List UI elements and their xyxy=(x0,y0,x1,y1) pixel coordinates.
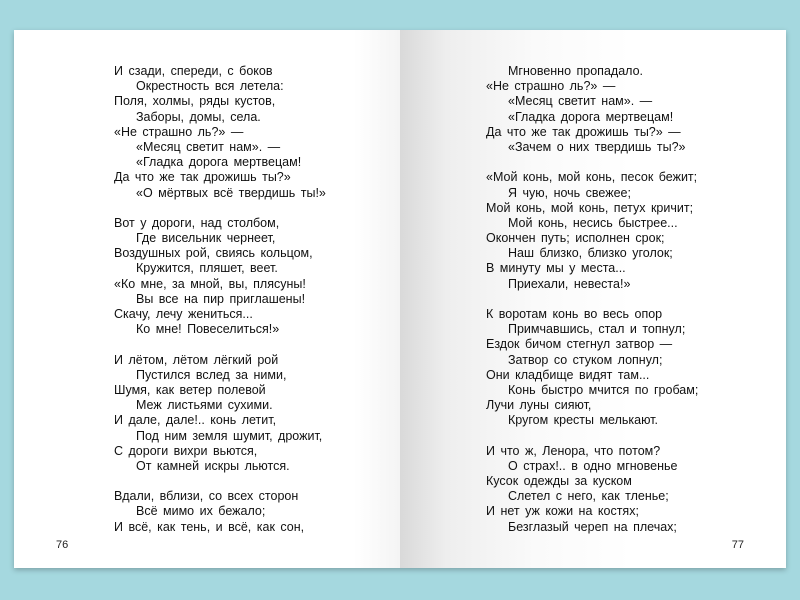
poem-line: Я чую, ночь свежее; xyxy=(508,185,631,200)
poem-line: Лучи луны сияют, xyxy=(486,398,592,413)
poem-line: «Гладка дорога мертвецам! xyxy=(136,155,302,170)
poem-line: К воротам конь во весь опор xyxy=(486,307,663,321)
poem-line: «Месяц светит нам». — xyxy=(508,94,653,109)
poem-line: Приехали, невеста!» xyxy=(508,276,631,291)
poem-line: «Гладка дорога мертвецам! xyxy=(508,109,674,124)
poem-line: Шумя, как ветер полевой xyxy=(114,382,266,397)
poem-line: Слетел с него, как тленье; xyxy=(508,489,669,504)
poem-line: «Зачем о них твердишь ты?» xyxy=(508,139,686,154)
stanza-break xyxy=(114,201,326,216)
poem-line: От камней искры льются. xyxy=(136,458,290,473)
left-page xyxy=(14,30,400,568)
poem-line: Примчавшись, стал и топнул; xyxy=(508,322,686,337)
poem-line: «Не страшно ль?» — xyxy=(486,79,616,94)
poem-line: В минуту мы у места... xyxy=(486,261,626,276)
stanza-break xyxy=(114,337,326,352)
poem-line: Затвор со стуком лопнул; xyxy=(508,352,663,367)
poem-line: Окончен путь; исполнен срок; xyxy=(486,231,665,246)
poem-text-right xyxy=(486,64,698,535)
poem-line: И сзади, спереди, с боков xyxy=(114,64,273,78)
poem-line: Да что же так дрожишь ты?» xyxy=(114,170,291,185)
poem-line: Вот у дороги, над столбом, xyxy=(114,215,280,230)
poem-line: Безглазый череп на плечах; xyxy=(508,519,677,534)
poem-line: Скачу, лечу жениться... xyxy=(114,307,253,321)
right-page xyxy=(400,30,786,568)
poem-line: Окрестность вся летела: xyxy=(136,79,284,94)
poem-line: Мгновенно пропадало. xyxy=(508,64,644,78)
poem-line: «Мой конь, мой конь, песок бежит; xyxy=(486,170,698,185)
poem-line: Под ним земля шумит, дрожит, xyxy=(136,428,323,443)
poem-line: Поля, холмы, ряды кустов, xyxy=(114,94,276,109)
stanza-break xyxy=(486,292,698,307)
poem-line: Мой конь, мой конь, петух кричит; xyxy=(486,200,694,215)
poem-line: «Не страшно ль?» — xyxy=(114,124,244,139)
page-number-left: 76 xyxy=(56,539,69,551)
poem-line: Конь быстро мчится по гробам; xyxy=(508,382,699,397)
stanza-break xyxy=(486,429,698,444)
poem-line: «Месяц светит нам». — xyxy=(136,139,281,154)
poem-line: Кругом кресты мелькают. xyxy=(508,413,658,428)
poem-line: О страх!.. в одно мгновенье xyxy=(508,458,678,473)
poem-line: Да что же так дрожишь ты?» — xyxy=(486,124,681,139)
poem-line: И что ж, Ленора, что потом? xyxy=(486,443,661,458)
poem-line: Кусок одежды за куском xyxy=(486,474,632,489)
poem-line: Ездок бичом стегнул затвор — xyxy=(486,337,673,352)
poem-line: Меж листьями сухими. xyxy=(136,398,273,413)
stanza-break xyxy=(486,155,698,170)
poem-line: Они кладбище видят там... xyxy=(486,367,650,382)
poem-line: Кружится, пляшет, веет. xyxy=(136,261,278,276)
poem-line: Наш близко, близко уголок; xyxy=(508,246,673,261)
poem-line: Ко мне! Повеселиться!» xyxy=(136,322,280,337)
poem-line: «Ко мне, за мной, вы, плясуны! xyxy=(114,276,306,291)
stanza-break xyxy=(114,474,326,489)
book-spread xyxy=(14,30,786,568)
poem-line: И дале, дале!.. конь летит, xyxy=(114,413,277,428)
page-number-right: 77 xyxy=(731,539,744,551)
poem-line: И лётом, лётом лёгкий рой xyxy=(114,352,279,367)
poem-line: Пустился вслед за ними, xyxy=(136,367,287,382)
poem-text-left xyxy=(114,64,326,535)
poem-line: Где висельник чернеет, xyxy=(136,231,276,246)
poem-line: И нет уж кожи на костях; xyxy=(486,504,639,519)
poem-line: «О мёртвых всё твердишь ты!» xyxy=(136,185,326,200)
poem-line: Заборы, домы, села. xyxy=(136,109,261,124)
poem-line: И всё, как тень, и всё, как сон, xyxy=(114,519,305,534)
poem-line: Воздушных рой, свиясь кольцом, xyxy=(114,246,313,261)
poem-line: Всё мимо их бежало; xyxy=(136,504,266,519)
poem-line: Вы все на пир приглашены! xyxy=(136,291,306,306)
poem-line: С дороги вихри вьются, xyxy=(114,443,258,458)
poem-line: Вдали, вблизи, со всех сторон xyxy=(114,489,299,504)
poem-line: Мой конь, несись быстрее... xyxy=(508,215,678,230)
